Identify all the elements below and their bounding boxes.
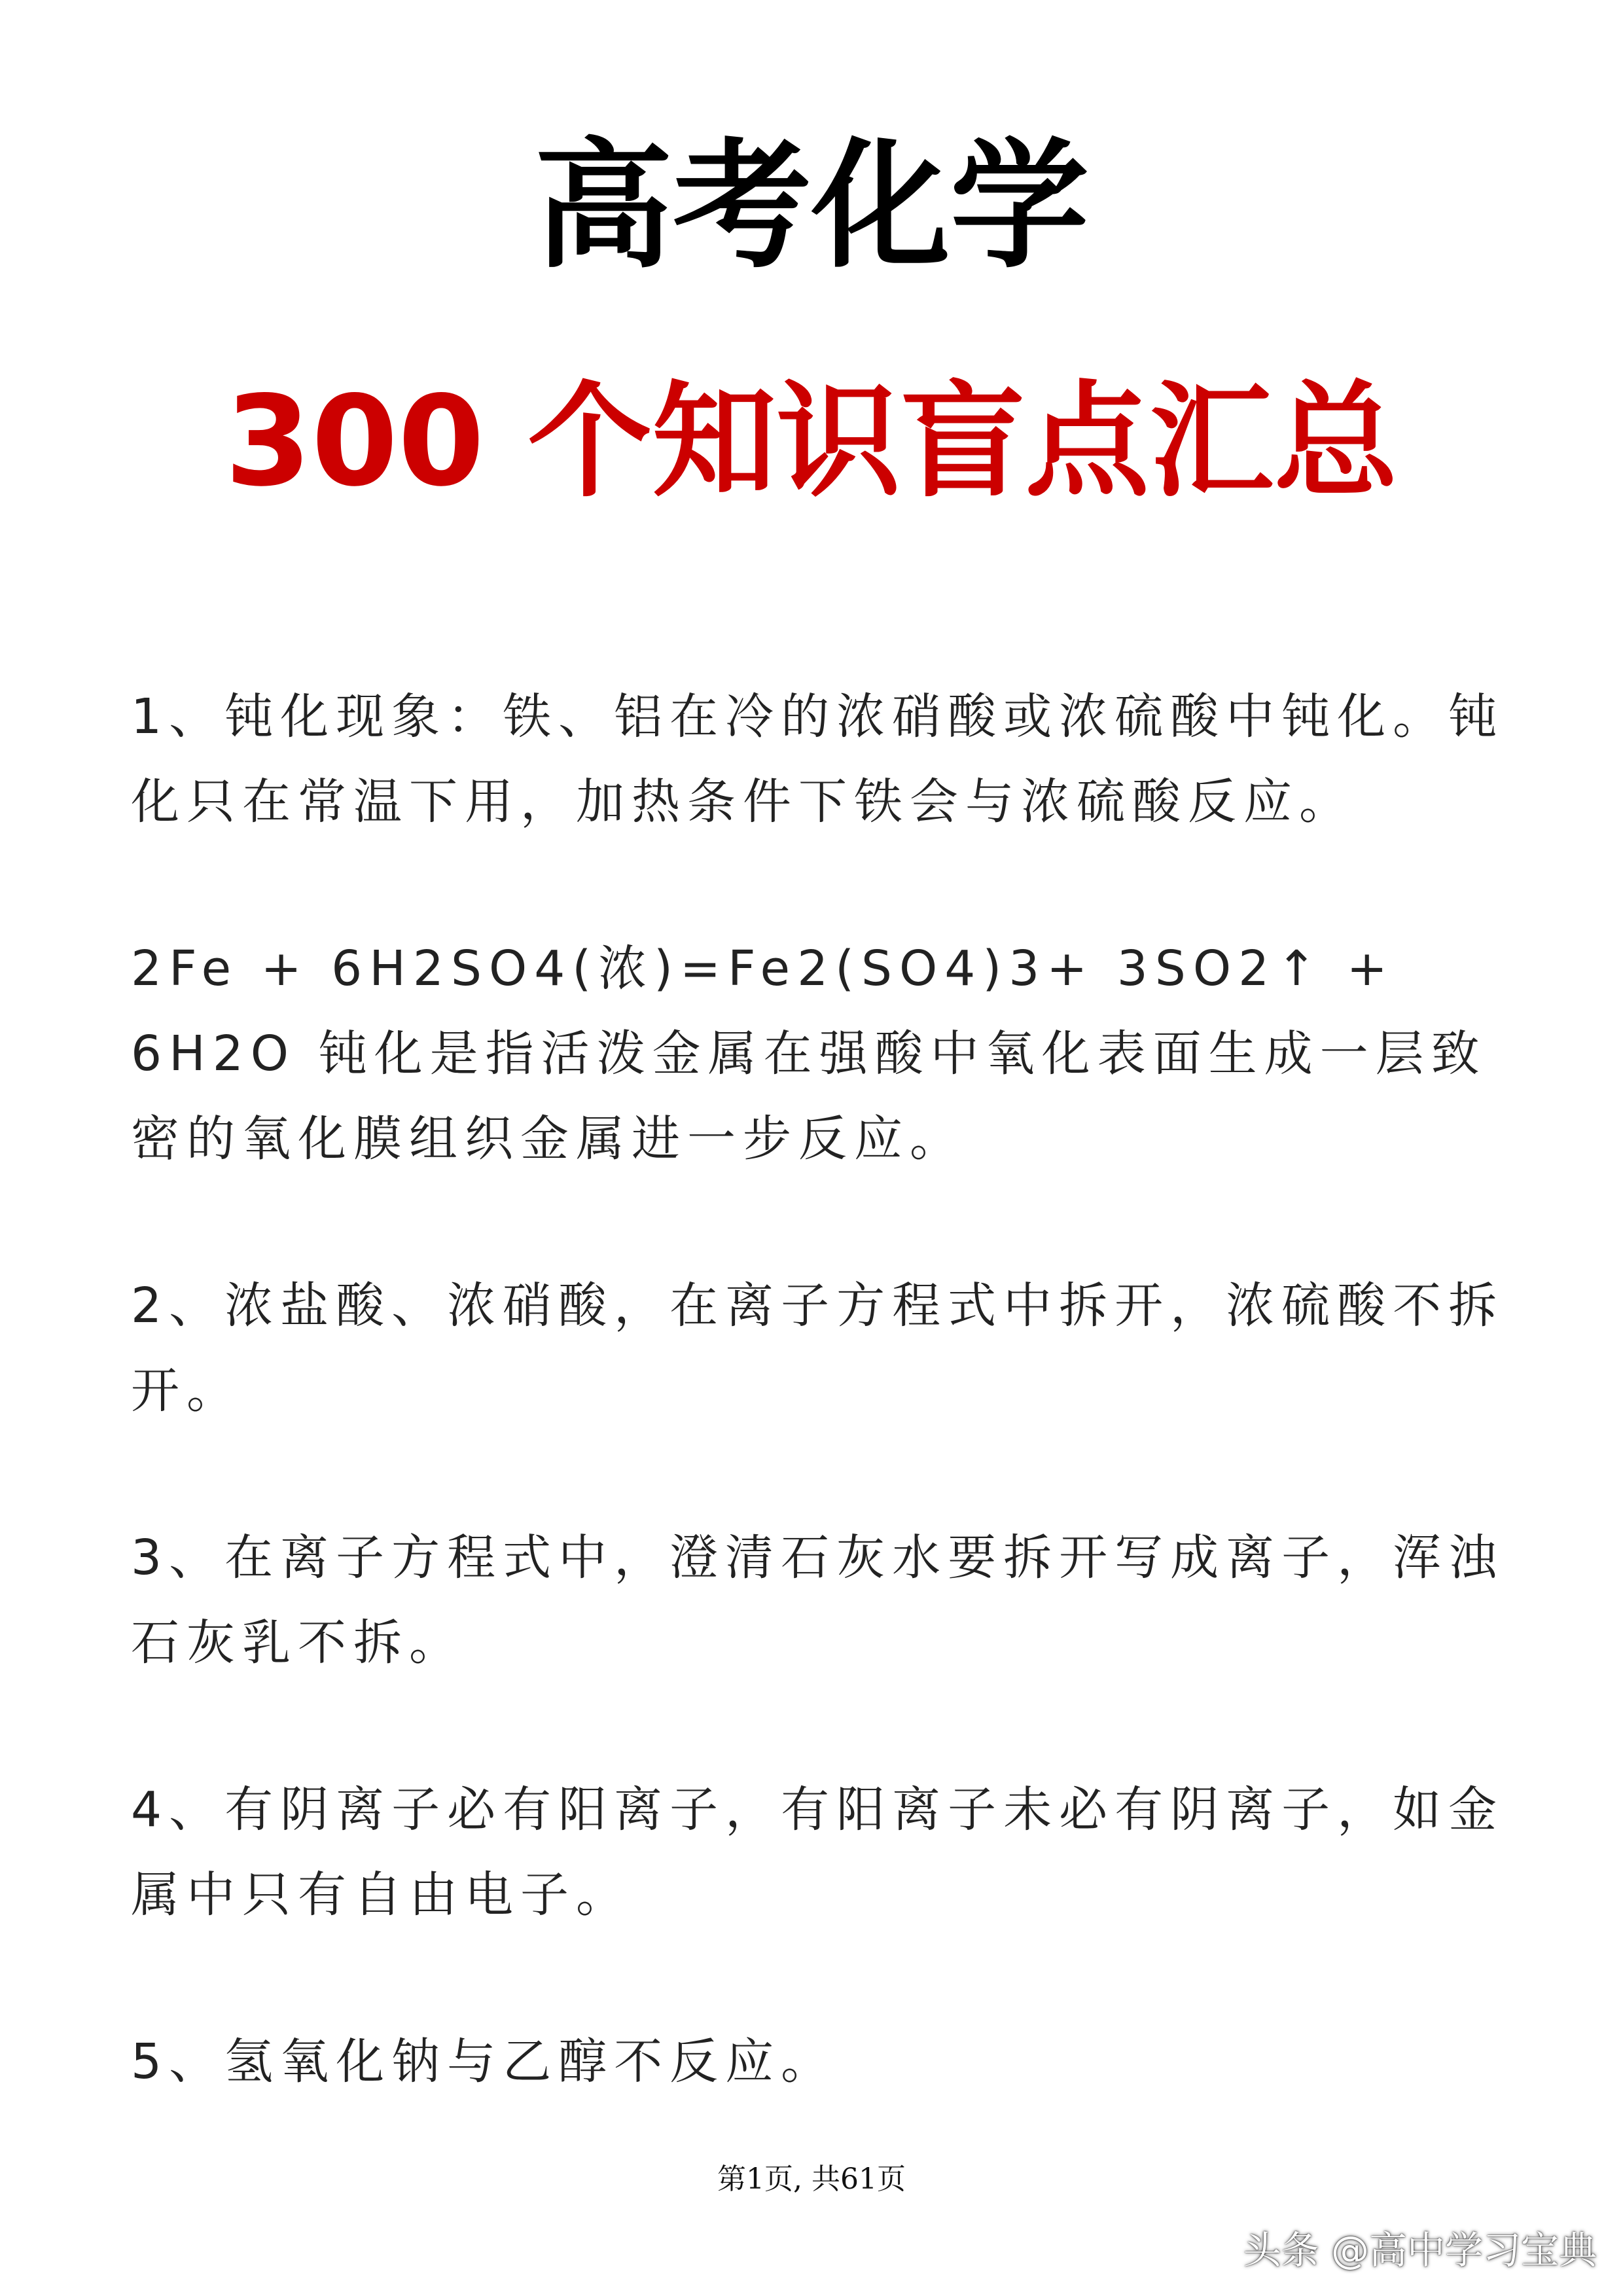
page-subtitle: 300 个知识盲点汇总 bbox=[224, 369, 1399, 514]
paragraph-5: 4、有阴离子必有阳离子，有阳离子未必有阴离子，如金属中只有自由电子。 bbox=[131, 1782, 1505, 1923]
page-number: 第1页, 共61页 bbox=[717, 2162, 906, 2196]
document-body bbox=[131, 674, 1505, 2186]
page-title: 高考化学 bbox=[534, 125, 1089, 287]
paragraph-4: 3、在离子方程式中，澄清石灰水要拆开写成离子，浑浊石灰乳不拆。 bbox=[131, 1530, 1505, 1671]
paragraph-2: 2Fe + 6H2SO4(浓)=Fe2(SO4)3+ 3SO2↑ + 6H2O 钝化是指活泼金属在强酸中氧化表面生成一层致密的氧化膜组织金属进一步反应。 bbox=[131, 941, 1487, 1167]
watermark: 头条 @高中学习宝典 bbox=[1243, 2228, 1597, 2272]
paragraph-6: 5、氢氧化钠与乙醇不反应。 bbox=[131, 2034, 837, 2090]
paragraph-3: 2、浓盐酸、浓硝酸，在离子方程式中拆开，浓硫酸不拆开。 bbox=[131, 1278, 1505, 1419]
paragraph-1: 1、钝化现象：铁、铝在冷的浓硝酸或浓硫酸中钝化。钝化只在常温下用，加热条件下铁会与浓硫酸反应。 bbox=[131, 689, 1505, 830]
